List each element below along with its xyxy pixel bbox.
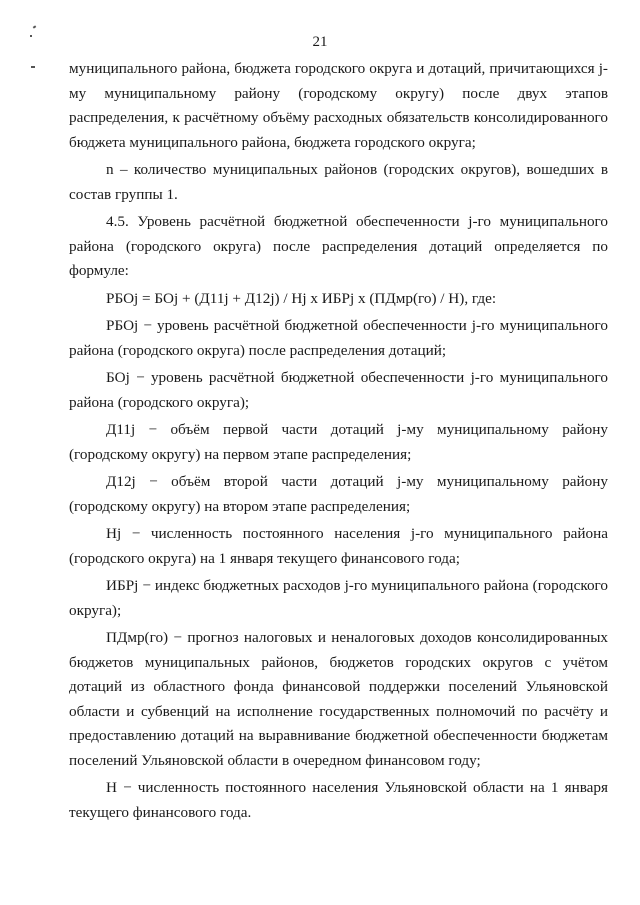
scan-mark bbox=[33, 25, 37, 28]
definition-n-population: Н − численность постоянного населения Ульяновской области на 1 января текущего финансового года. bbox=[69, 779, 608, 821]
paragraph-n-definition: n – количество муниципальных районов (городских округов), вошедших в состав группы 1. bbox=[69, 161, 608, 203]
definition-boj: БОj − уровень расчётной бюджетной обеспеченности j-го муниципального района (городского округа); bbox=[69, 369, 608, 411]
paragraph-continuation: муниципального района, бюджета городского округа и дотаций, причитающихся j-му муниципальному району (городскому округу) после двух этапов распределения, к расчётному объёму расходных обязательств консолидированного бюджета муниципального района, бюджета городского округа; bbox=[69, 60, 608, 151]
definition-rboj: РБОj − уровень расчётной бюджетной обеспеченности j-го муниципального района (городского округа) после распределения дотаций; bbox=[69, 317, 608, 359]
definition-ibrj: ИБРj − индекс бюджетных расходов j-го муниципального района (городского округа); bbox=[69, 577, 608, 619]
document-body bbox=[69, 57, 608, 826]
definition-d11j: Д11j − объём первой части дотаций j-му муниципальному району (городскому округу) на первом этапе распределения; bbox=[69, 421, 608, 463]
paragraph-section-4-5: 4.5. Уровень расчётной бюджетной обеспеченности j-го муниципального района (городского округа) после распределения дотаций определяется по формуле: bbox=[69, 213, 608, 280]
scan-mark bbox=[31, 66, 35, 68]
definition-d12j: Д12j − объём второй части дотаций j-му муниципальному району (городскому округу) на втором этапе распределения; bbox=[69, 473, 608, 515]
definition-nj: Нj − численность постоянного населения j-го муниципального района (городского округа) на 1 января текущего финансового года; bbox=[69, 525, 608, 567]
page-number: 21 bbox=[312, 34, 328, 50]
formula-rboj: РБОj = БОj + (Д11j + Д12j) / Hj х ИБРj х (ПДмр(го) / Н), где: bbox=[106, 289, 497, 307]
definition-pdmr: ПДмр(го) − прогноз налоговых и неналоговых доходов консолидированных бюджетов муниципальных районов, бюджетов городских округов с учётом дотаций из областного фонда финансовой поддержки поселений Ульяновской области и субвенций на исполнение государственных полномочий по расчёту и предоставлению дотаций на выравнивание бюджетной обеспеченности бюджетам поселений Ульяновской области в очередном финансовом году; bbox=[69, 629, 608, 769]
